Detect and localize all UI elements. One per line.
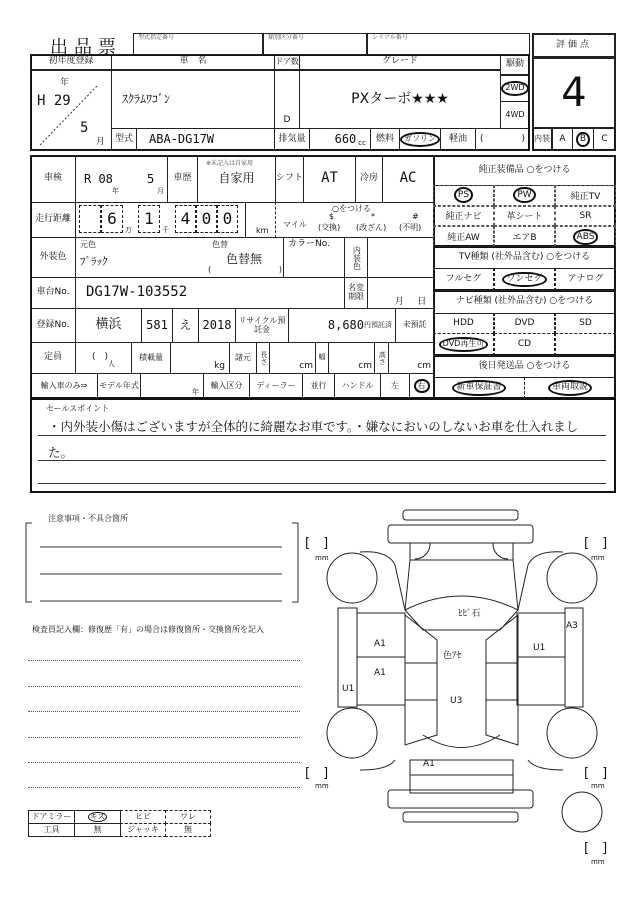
month-unit: 月 bbox=[157, 187, 164, 195]
paren: ) bbox=[278, 265, 282, 274]
wheel-rear-left bbox=[327, 708, 377, 758]
year-unit: 年 bbox=[60, 78, 70, 88]
jack-value: 無 bbox=[165, 823, 211, 837]
mile-option: マイル bbox=[283, 220, 307, 229]
equipment-pw-circled: PW bbox=[513, 187, 535, 203]
rear-bumper-outer bbox=[403, 812, 518, 822]
fuel-label: 燃料 bbox=[370, 128, 400, 151]
damage-label-left-rear-door: A1 bbox=[374, 668, 386, 678]
kg-unit: kg bbox=[170, 342, 230, 374]
interior-grade-b-circled: B bbox=[576, 132, 590, 148]
damage-label-roof-rear: U3 bbox=[450, 696, 463, 706]
reg-number: 2018 bbox=[198, 308, 236, 343]
handle-left: 左 bbox=[380, 373, 410, 399]
exterior-label: 外装色 bbox=[30, 237, 76, 278]
navi-dvd-play-circled: DVD再生可 bbox=[439, 337, 489, 352]
recycle-label: リサイクル預託金 bbox=[235, 308, 289, 343]
score-label: 評価点 bbox=[532, 33, 616, 58]
import-dealer: ディーラー bbox=[249, 373, 303, 399]
damage-label-right-front-door: U1 bbox=[533, 643, 546, 653]
tread-bracket: [ ] bbox=[305, 766, 329, 781]
handle-right-circled: 右 bbox=[414, 379, 430, 394]
dollar-sub: (交換) bbox=[318, 223, 341, 232]
damage-label-left-front-door: A1 bbox=[374, 639, 386, 649]
equipment-header: 純正装備品 ○をつける bbox=[433, 155, 616, 186]
history-value: 自家用 bbox=[197, 155, 276, 203]
sales-point-line-1[interactable]: ・内外装小傷はございますが全体的に綺麗なお車です。・嫌なにおいのしないお車を仕入れまし bbox=[48, 419, 579, 434]
jack-label: ジャッキ bbox=[120, 823, 166, 837]
drive-label: 駆動 bbox=[500, 54, 530, 75]
ac-value: AC bbox=[382, 155, 434, 203]
person-unit: 人 bbox=[108, 360, 116, 369]
hood bbox=[405, 543, 518, 610]
equipment-item-aw: 純正AW bbox=[433, 226, 494, 247]
mark-note: ○をつける bbox=[332, 204, 371, 213]
model-label: 型式 bbox=[111, 128, 137, 151]
car-name: ｽｸﾗﾑﾜｺﾞﾝ bbox=[111, 70, 275, 129]
label: シリアル番号 bbox=[372, 34, 408, 41]
first-reg-month: 5 bbox=[80, 120, 89, 136]
damage-label-left-sill: U1 bbox=[342, 684, 355, 694]
mm-unit: mm bbox=[591, 858, 605, 866]
mm-unit: mm bbox=[315, 554, 329, 562]
history-note: ※未記入は自家用 bbox=[206, 160, 254, 167]
star-option: * bbox=[371, 212, 375, 221]
doors-label: ドア数 bbox=[274, 54, 300, 70]
damage-label-rear: A1 bbox=[423, 759, 435, 769]
navi-header: ナビ種類 (社外品含む) ○をつける bbox=[433, 290, 616, 314]
mileage-digit: 1 bbox=[138, 205, 160, 233]
mileage-digit: 6 bbox=[101, 205, 123, 233]
reg-class: 581 bbox=[141, 308, 173, 343]
pillars bbox=[405, 615, 518, 745]
reg-kana: え bbox=[172, 308, 199, 343]
width-label: 幅 bbox=[315, 342, 329, 374]
wheel-rear-right bbox=[547, 708, 597, 758]
wheel-front-right bbox=[547, 553, 597, 603]
import-label: 輸入車のみ⇒ bbox=[30, 373, 98, 399]
equipment-item-sr: SR bbox=[555, 206, 616, 227]
navi-cd: CD bbox=[494, 333, 555, 356]
equipment-abs-circled: ABS bbox=[573, 229, 599, 245]
later-header: 後日発送品 ○をつける bbox=[433, 355, 616, 378]
navi-hdd: HDD bbox=[433, 313, 494, 334]
navi-dvd: DVD bbox=[494, 313, 555, 334]
interior-grade-c: C bbox=[593, 128, 616, 151]
label: 類別区分番号 bbox=[268, 34, 305, 41]
front-bumper-outer bbox=[403, 510, 518, 520]
notes-label: 注意事項・不具合箇所 bbox=[48, 514, 128, 523]
window-lines bbox=[405, 663, 518, 700]
left-rear-door bbox=[357, 657, 405, 705]
repaint-label: 色替 bbox=[212, 240, 228, 249]
recycle-not-deposited: 未預託 bbox=[395, 308, 434, 343]
headlights bbox=[415, 543, 508, 559]
day-unit: 日 bbox=[417, 297, 427, 308]
recycle-amount: 8,680 bbox=[327, 317, 364, 332]
reg-area: 横浜 bbox=[75, 308, 142, 343]
month-unit: 月 bbox=[96, 137, 106, 147]
score-value: 4 bbox=[532, 57, 616, 129]
grade-value: PXターボ★★★ bbox=[299, 70, 501, 129]
paren: ( bbox=[480, 133, 484, 144]
import-parallel: 並行 bbox=[302, 373, 335, 399]
rear-fenders bbox=[360, 760, 563, 770]
inspector-label: 検査員記入欄：修復歴「有」の場合は修復箇所・交換箇所を記入 bbox=[32, 625, 264, 634]
rear-window bbox=[423, 735, 500, 748]
model-value: ABA-DG17W bbox=[136, 128, 275, 151]
km-unit: km bbox=[256, 226, 269, 235]
mileage-digit: 4 bbox=[175, 205, 196, 233]
tread-bracket: [ ] bbox=[305, 536, 329, 551]
model-year-value: 年 bbox=[140, 373, 204, 399]
height-label: 高さ bbox=[374, 342, 389, 374]
left-front-door bbox=[357, 613, 405, 657]
equipment-item-leather: 革シート bbox=[494, 206, 555, 227]
color-no-label: カラーNo. bbox=[283, 237, 345, 278]
paren: ( bbox=[208, 265, 212, 274]
tools-crack: ヒビ bbox=[120, 810, 166, 824]
model-year-label: モデル年式 bbox=[97, 373, 141, 399]
history-label: 車歴 bbox=[167, 155, 198, 203]
equipment-ps-circled: PS bbox=[454, 187, 473, 203]
man-unit: 万 bbox=[125, 226, 132, 234]
wheel-front-left bbox=[327, 553, 377, 603]
spec-label: 諸元 bbox=[229, 342, 257, 374]
tools-break: ワレ bbox=[165, 810, 211, 824]
tools-label: 工具 bbox=[28, 823, 75, 837]
sales-point-label: セールスポイント bbox=[46, 404, 110, 413]
tread-bracket: [ ] bbox=[584, 766, 608, 781]
mm-unit: mm bbox=[591, 554, 605, 562]
form-title: 出品票 bbox=[50, 37, 122, 58]
navi-sd: SD bbox=[555, 313, 616, 334]
tools-value: 無 bbox=[74, 823, 121, 837]
fuel-diesel: 軽油 bbox=[440, 128, 476, 151]
tv-fullseg: フルセグ bbox=[433, 268, 494, 291]
tools-door-mirror-label: ドアミラー bbox=[28, 810, 75, 824]
tv-header: TV種類 (社外品含む) ○をつける bbox=[433, 246, 616, 269]
mm-unit: mm bbox=[315, 782, 329, 790]
ac-label: 冷房 bbox=[355, 155, 383, 203]
doors-value: D bbox=[274, 70, 300, 129]
year-unit: 年 bbox=[112, 187, 119, 195]
fuel-gasoline-circled: ガソリン bbox=[400, 132, 440, 147]
mileage-label: 走行距離 bbox=[30, 202, 76, 238]
paren: ) bbox=[521, 133, 525, 144]
tools-scratch-circled: キズ bbox=[89, 811, 106, 821]
cc-unit: cc bbox=[358, 138, 366, 147]
shift-value: AT bbox=[303, 155, 356, 203]
cm-unit: cm bbox=[269, 342, 316, 374]
month-unit: 月 bbox=[394, 297, 404, 308]
interior-label: 内装 bbox=[532, 128, 552, 151]
name-change-label: 名変期限 bbox=[344, 277, 368, 309]
tread-bracket: [ ] bbox=[584, 841, 608, 856]
drive-2wd-circled: 2WD bbox=[501, 81, 528, 96]
interior-grade-a: A bbox=[552, 128, 573, 151]
equipment-item-airbag: エアB bbox=[494, 226, 555, 247]
tread-bracket: [ ] bbox=[584, 536, 608, 551]
first-reg-year: H 29 bbox=[37, 93, 71, 109]
chassis-label: 車台No. bbox=[30, 277, 76, 309]
orig-color-value: ﾌﾞﾗｯｸ bbox=[80, 255, 108, 268]
inspection-label: 車検 bbox=[30, 155, 76, 203]
displacement-value: 660 bbox=[334, 131, 357, 146]
inspection-year: R 08 bbox=[84, 172, 113, 186]
interior-color-label: 内装色 bbox=[344, 237, 368, 278]
capacity-label: 定員 bbox=[30, 342, 76, 374]
front-bumper bbox=[388, 525, 533, 543]
load-label: 積載量 bbox=[131, 342, 171, 374]
grade-label: グレード bbox=[299, 54, 501, 70]
label: 型式指定番号 bbox=[138, 34, 175, 41]
mm-unit: mm bbox=[591, 782, 605, 790]
import-type-label: 輸入区分 bbox=[203, 373, 250, 399]
right-rear-door bbox=[517, 657, 565, 705]
sales-point-line-2[interactable]: た。 bbox=[48, 445, 74, 460]
repaint-value: 色替無 bbox=[226, 252, 263, 266]
later-warranty-circled: 新車保証書 bbox=[452, 380, 505, 396]
damage-label-windshield: ﾋﾋﾞ石 bbox=[458, 609, 481, 619]
spare-wheel bbox=[562, 792, 602, 832]
reg-label: 登録No. bbox=[30, 308, 76, 343]
mileage-digit: 0 bbox=[217, 205, 238, 233]
later-manual-circled: 車両取説 bbox=[548, 380, 592, 396]
capacity-paren: ( ) bbox=[91, 352, 109, 363]
length-label: 長さ bbox=[256, 342, 270, 374]
sen-unit: 千 bbox=[162, 226, 169, 234]
displacement-label: 排気量 bbox=[274, 128, 310, 151]
damage-label-roof: 色ｱｾ bbox=[443, 651, 462, 661]
drive-4wd: 4WD bbox=[500, 101, 530, 129]
first-reg-label: 初年度登録 bbox=[30, 54, 112, 70]
cm-unit: cm bbox=[388, 342, 434, 374]
dollar-option: $ bbox=[329, 212, 335, 221]
tv-analog: アナログ bbox=[555, 268, 616, 291]
car-name-label: 車 名 bbox=[111, 54, 275, 70]
handle-label: ハンドル bbox=[334, 373, 381, 399]
equipment-item-tv: 純正TV bbox=[555, 185, 616, 206]
recycle-unit: 円預託済 bbox=[364, 320, 392, 329]
hash-sub: (不明) bbox=[399, 223, 422, 232]
shift-label: シフト bbox=[275, 155, 304, 203]
hash-option: # bbox=[412, 212, 419, 221]
tv-oneseg-circled: ワンセグ bbox=[502, 272, 546, 288]
inspection-month: 5 bbox=[147, 172, 155, 186]
cm-unit: cm bbox=[328, 342, 375, 374]
orig-color-label: 元色 bbox=[80, 240, 96, 249]
chassis-value: DG17W-103552 bbox=[75, 277, 345, 309]
damage-label-right-sill: A3 bbox=[566, 621, 578, 631]
mileage-digit: 0 bbox=[196, 205, 217, 233]
equipment-item-navi: 純正ナビ bbox=[433, 206, 494, 227]
star-sub: (改ざん) bbox=[356, 223, 387, 232]
